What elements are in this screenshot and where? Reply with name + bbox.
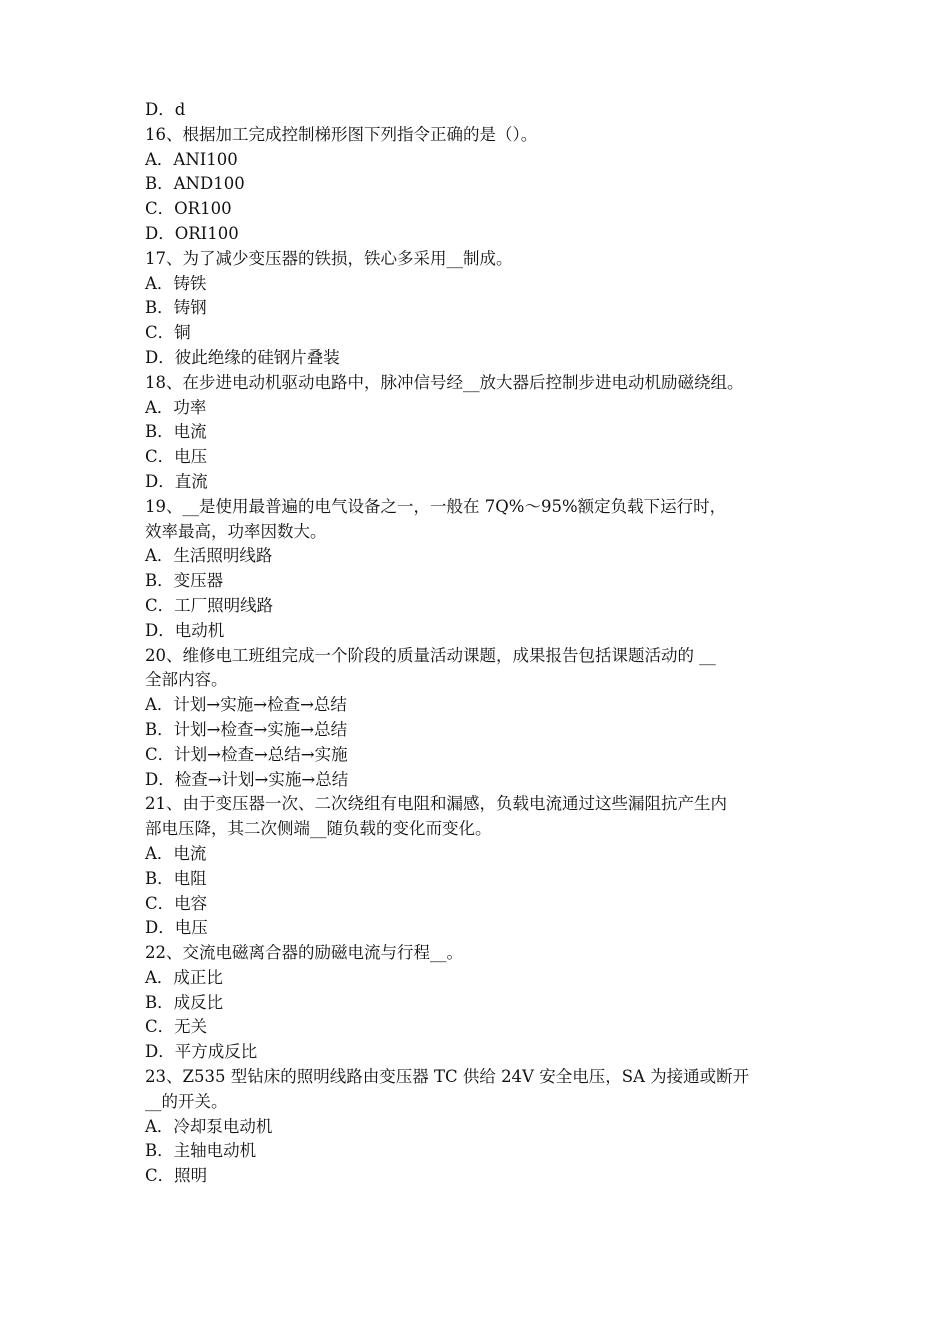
option-line: D．ORI100 [145, 223, 239, 243]
option-line: A．生活照明线路 [145, 546, 273, 566]
option-line: C．计划→检查→总结→实施 [145, 744, 348, 764]
option-line: D．彼此绝缘的硅钢片叠装 [145, 347, 340, 367]
option-line: C．OR100 [145, 199, 232, 219]
option-line: C．无关 [145, 1017, 208, 1037]
question-line: 19、__是使用最普遍的电气设备之一，一般在 7Q%～95%额定负载下运行时， [145, 496, 727, 516]
option-line: C．电容 [145, 893, 208, 913]
option-line: B．成反比 [145, 992, 224, 1012]
question-line: 18、在步进电动机驱动电路中，脉冲信号经__放大器后控制步进电动机励磁绕组。 [145, 372, 744, 392]
option-line: B．电流 [145, 422, 207, 442]
question-line: 16、根据加工完成控制梯形图下列指令正确的是（）。 [145, 124, 538, 144]
option-line: B．主轴电动机 [145, 1141, 257, 1161]
question-line: 23、Z535 型钻床的照明线路由变压器 TC 供给 24V 安全电压，SA 为接通或断开 [145, 1067, 750, 1087]
option-line: A．成正比 [145, 967, 223, 987]
option-line: D．d [145, 100, 186, 119]
option-line: B．铸钢 [145, 298, 207, 318]
option-line: A．计划→实施→检查→总结 [145, 695, 347, 715]
option-line: B．电阻 [145, 868, 207, 888]
question-continuation-line: 部电压降，其二次侧端__随负载的变化而变化。 [145, 819, 492, 839]
question-continuation-line: 全部内容。 [145, 670, 228, 690]
question-line: 21、由于变压器一次、二次绕组有电阻和漏感，负载电流通过这些漏阻抗产生内 [145, 794, 727, 814]
question-line: 20、维修电工班组完成一个阶段的质量活动课题，成果报告包括课题活动的 __ [145, 645, 716, 665]
option-line: D．电压 [145, 918, 208, 938]
option-line: C．电压 [145, 447, 208, 467]
option-line: C．照明 [145, 1166, 208, 1186]
option-line: C．工厂照明线路 [145, 595, 274, 615]
question-continuation-line: 效率最高，功率因数大。 [145, 521, 327, 541]
option-line: A．冷却泵电动机 [145, 1116, 273, 1136]
option-line: B．变压器 [145, 571, 224, 591]
option-line: D．直流 [145, 471, 208, 491]
option-line: D．电动机 [145, 620, 225, 640]
option-line: A．功率 [145, 397, 207, 417]
question-line: 17、为了减少变压器的铁损，铁心多采用__制成。 [145, 248, 513, 268]
option-line: A．ANI100 [145, 149, 238, 169]
question-line: 22、交流电磁离合器的励磁电流与行程__。 [145, 943, 463, 963]
option-line: D．检查→计划→实施→总结 [145, 769, 349, 789]
option-line: A．铸铁 [145, 273, 207, 293]
option-line: D．平方成反比 [145, 1042, 258, 1062]
document-page [145, 98, 810, 1189]
option-line: B．AND100 [145, 174, 245, 194]
option-line: C．铜 [145, 323, 191, 343]
option-line: A．电流 [145, 843, 207, 863]
option-line: B．计划→检查→实施→总结 [145, 719, 348, 739]
question-continuation-line: __的开关。 [145, 1091, 228, 1111]
